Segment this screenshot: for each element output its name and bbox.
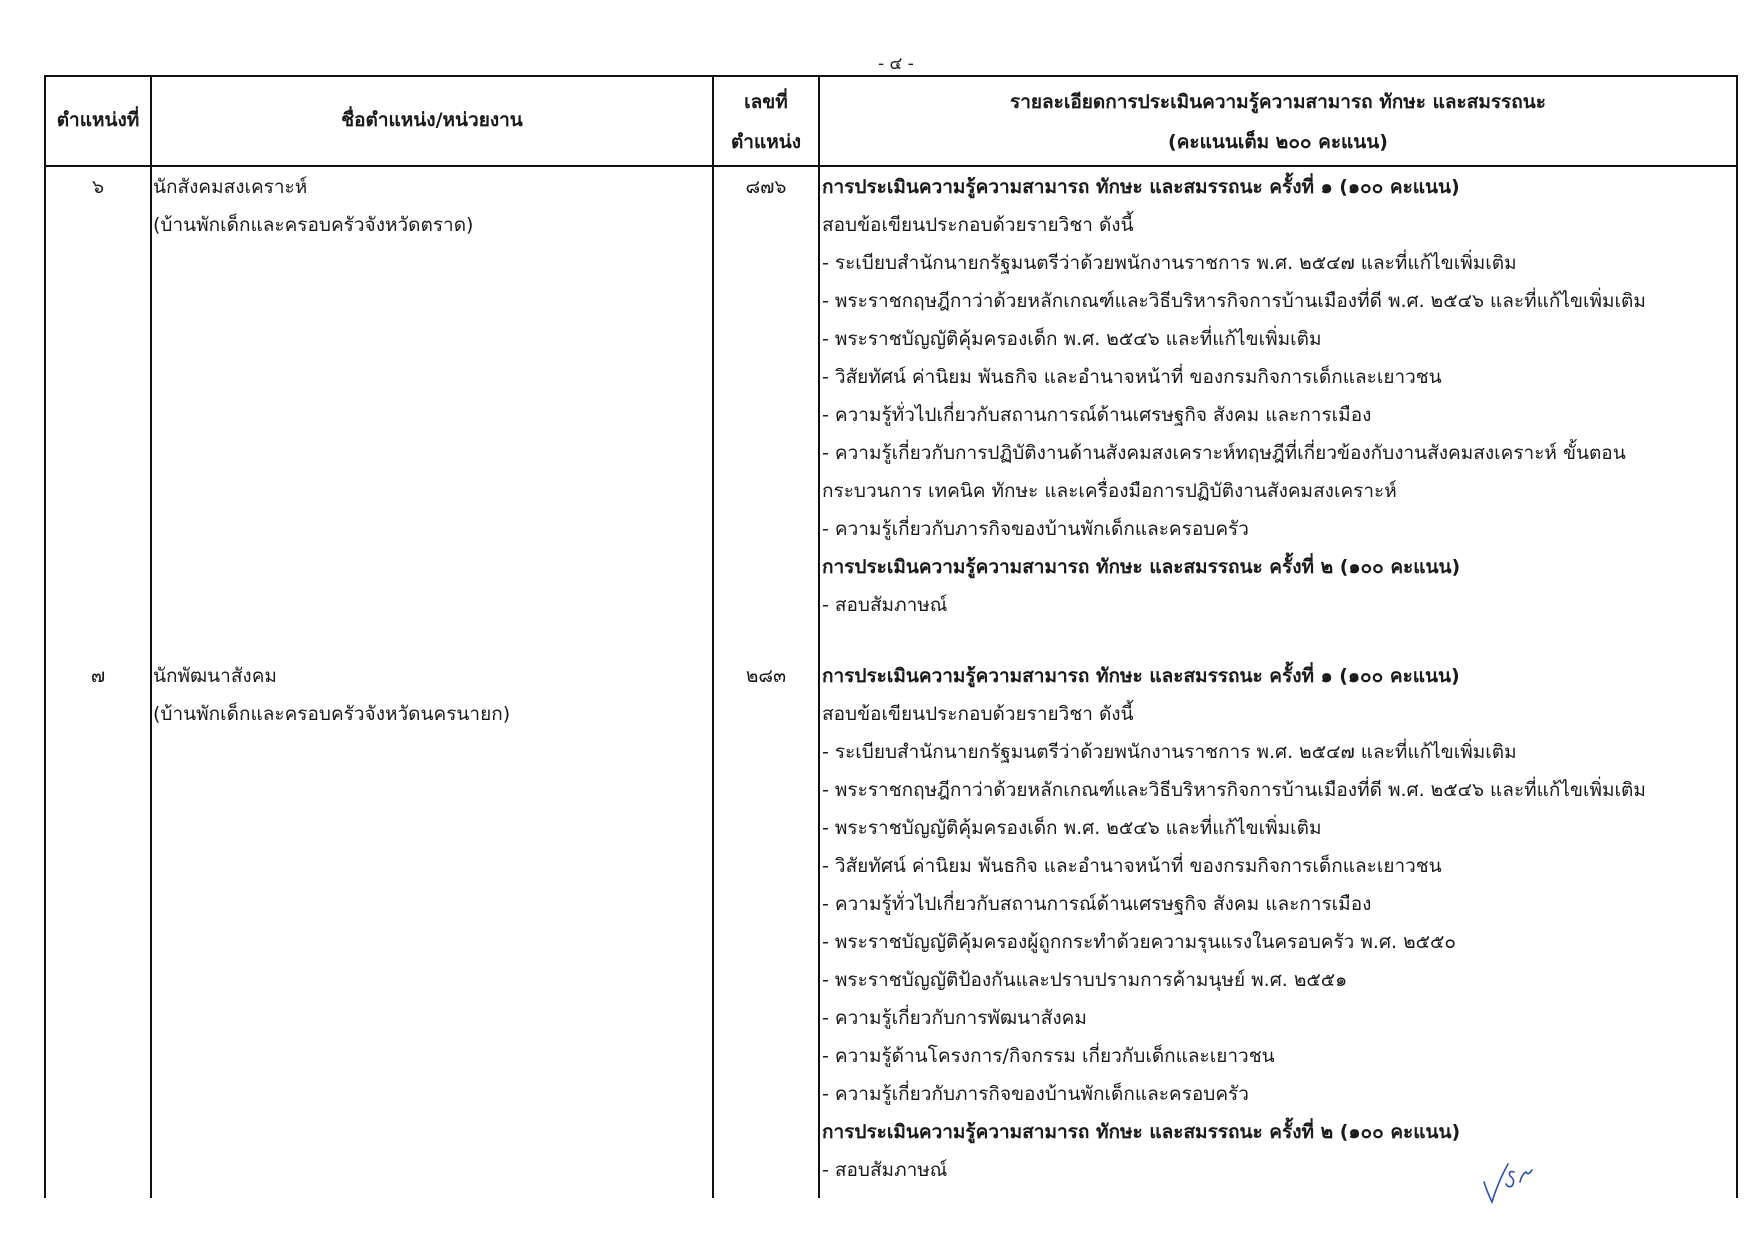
- table-col-divider-3: [818, 75, 820, 1198]
- row-1-interview: - สอบสัมภาษณ์: [822, 594, 948, 616]
- row-2-subject-5: - ความรู้ทั่วไปเกี่ยวกับสถานการณ์ด้านเศรษฐกิจ สังคม และการเมือง: [822, 893, 1372, 915]
- row-2-subject-7: - พระราชบัญญัติป้องกันและปราบปรามการค้ามนุษย์ พ.ศ. ๒๕๕๑: [822, 969, 1348, 991]
- header-position-number-line1: เลขที่: [744, 91, 788, 113]
- row-2-written-exam-intro: สอบข้อเขียนประกอบด้วยรายวิชา ดังนี้: [822, 703, 1134, 725]
- row-1-subject-6: - ความรู้เกี่ยวกับการปฏิบัติงานด้านสังคมสงเคราะห์ทฤษฎีที่เกี่ยวข้องกับงานสังคมสงเคราะห์ ขั้นตอน: [822, 442, 1626, 464]
- table-col-divider-1: [150, 75, 152, 1198]
- row-1-number: ๖: [91, 176, 105, 198]
- row-1-assessment-2-heading: การประเมินความรู้ความสามารถ ทักษะ และสมรรถนะ ครั้งที่ ๒ (๑๐๐ คะแนน): [822, 556, 1461, 578]
- row-2-subject-2: - พระราชกฤษฎีกาว่าด้วยหลักเกณฑ์และวิธีบริหารกิจการบ้านเมืองที่ดี พ.ศ. ๒๕๔๖ และที่แก้ไขเพิ่มเติม: [822, 779, 1646, 801]
- row-2-title: นักพัฒนาสังคม: [153, 665, 277, 687]
- row-2-subject-6: - พระราชบัญญัติคุ้มครองผู้ถูกกระทำด้วยความรุนแรงในครอบครัว พ.ศ. ๒๕๕๐: [822, 931, 1456, 953]
- row-2-assessment-1-heading: การประเมินความรู้ความสามารถ ทักษะ และสมรรถนะ ครั้งที่ ๑ (๑๐๐ คะแนน): [822, 665, 1460, 687]
- row-2-position-number: ๒๘๓: [745, 665, 787, 687]
- handwritten-initials: [1478, 1152, 1558, 1207]
- table-header-divider: [44, 165, 1738, 167]
- row-2-details: [822, 657, 1646, 1189]
- header-assessment-details-line2: (คะแนนเต็ม ๒๐๐ คะแนน): [1168, 131, 1388, 153]
- row-2-subject-3: - พระราชบัญญัติคุ้มครองเด็ก พ.ศ. ๒๕๔๖ และที่แก้ไขเพิ่มเติม: [822, 817, 1322, 839]
- row-2-subject-1: - ระเบียบสำนักนายกรัฐมนตรีว่าด้วยพนักงานราชการ พ.ศ. ๒๕๔๗ และที่แก้ไขเพิ่มเติม: [822, 741, 1517, 763]
- row-2-subject-10: - ความรู้เกี่ยวกับภารกิจของบ้านพักเด็กและครอบครัว: [822, 1083, 1249, 1105]
- header-assessment-details: [820, 82, 1736, 162]
- row-1-subject-5: - ความรู้ทั่วไปเกี่ยวกับสถานการณ์ด้านเศรษฐกิจ สังคม และการเมือง: [822, 404, 1372, 426]
- row-1-subject-7: - ความรู้เกี่ยวกับภารกิจของบ้านพักเด็กและครอบครัว: [822, 518, 1249, 540]
- header-position-number: [714, 82, 818, 162]
- header-position-number-line2: ตำแหน่ง: [730, 131, 802, 153]
- table-border-right: [1736, 75, 1738, 1198]
- row-2-unit: (บ้านพักเด็กและครอบครัวจังหวัดนครนายก): [153, 703, 511, 725]
- header-position-name: ชื่อตำแหน่ง/หน่วยงาน: [341, 109, 523, 131]
- row-1-subject-6-continued: กระบวนการ เทคนิค ทักษะ และเครื่องมือการปฏิบัติงานสังคมสงเคราะห์: [822, 480, 1397, 502]
- row-2-subject-9: - ความรู้ด้านโครงการ/กิจกรรม เกี่ยวกับเด็กและเยาวชน: [822, 1045, 1275, 1067]
- row-1-title: นักสังคมสงเคราะห์: [153, 176, 308, 198]
- page-number: - ๔ -: [878, 54, 914, 74]
- row-1-written-exam-intro: สอบข้อเขียนประกอบด้วยรายวิชา ดังนี้: [822, 214, 1134, 236]
- row-1-subject-3: - พระราชบัญญัติคุ้มครองเด็ก พ.ศ. ๒๕๔๖ และที่แก้ไขเพิ่มเติม: [822, 328, 1322, 350]
- row-1-subject-2: - พระราชกฤษฎีกาว่าด้วยหลักเกณฑ์และวิธีบริหารกิจการบ้านเมืองที่ดี พ.ศ. ๒๕๔๖ และที่แก้ไขเพิ่มเติม: [822, 290, 1646, 312]
- row-2-subject-4: - วิสัยทัศน์ ค่านิยม พันธกิจ และอำนาจหน้าที่ ของกรมกิจการเด็กและเยาวชน: [822, 855, 1442, 877]
- row-1-position-number: ๘๗๖: [745, 176, 787, 198]
- row-2-assessment-2-heading: การประเมินความรู้ความสามารถ ทักษะ และสมรรถนะ ครั้งที่ ๒ (๑๐๐ คะแนน): [822, 1121, 1461, 1143]
- table-border-left: [44, 75, 46, 1198]
- row-1-unit: (บ้านพักเด็กและครอบครัวจังหวัดตราด): [153, 214, 474, 236]
- row-1-subject-1: - ระเบียบสำนักนายกรัฐมนตรีว่าด้วยพนักงานราชการ พ.ศ. ๒๕๔๗ และที่แก้ไขเพิ่มเติม: [822, 252, 1517, 274]
- row-2-subject-8: - ความรู้เกี่ยวกับการพัฒนาสังคม: [822, 1007, 1087, 1029]
- row-1-details: [822, 168, 1646, 624]
- header-assessment-details-line1: รายละเอียดการประเมินความรู้ความสามารถ ทักษะ และสมรรถนะ: [1010, 91, 1546, 113]
- row-2-number: ๗: [90, 665, 106, 687]
- header-position-order: ตำแหน่งที่: [56, 109, 140, 131]
- row-1-assessment-1-heading: การประเมินความรู้ความสามารถ ทักษะ และสมรรถนะ ครั้งที่ ๑ (๑๐๐ คะแนน): [822, 176, 1460, 198]
- row-2-interview: - สอบสัมภาษณ์: [822, 1159, 948, 1181]
- row-1-subject-4: - วิสัยทัศน์ ค่านิยม พันธกิจ และอำนาจหน้าที่ ของกรมกิจการเด็กและเยาวชน: [822, 366, 1442, 388]
- table-border-top: [44, 75, 1738, 77]
- table-col-divider-2: [712, 75, 714, 1198]
